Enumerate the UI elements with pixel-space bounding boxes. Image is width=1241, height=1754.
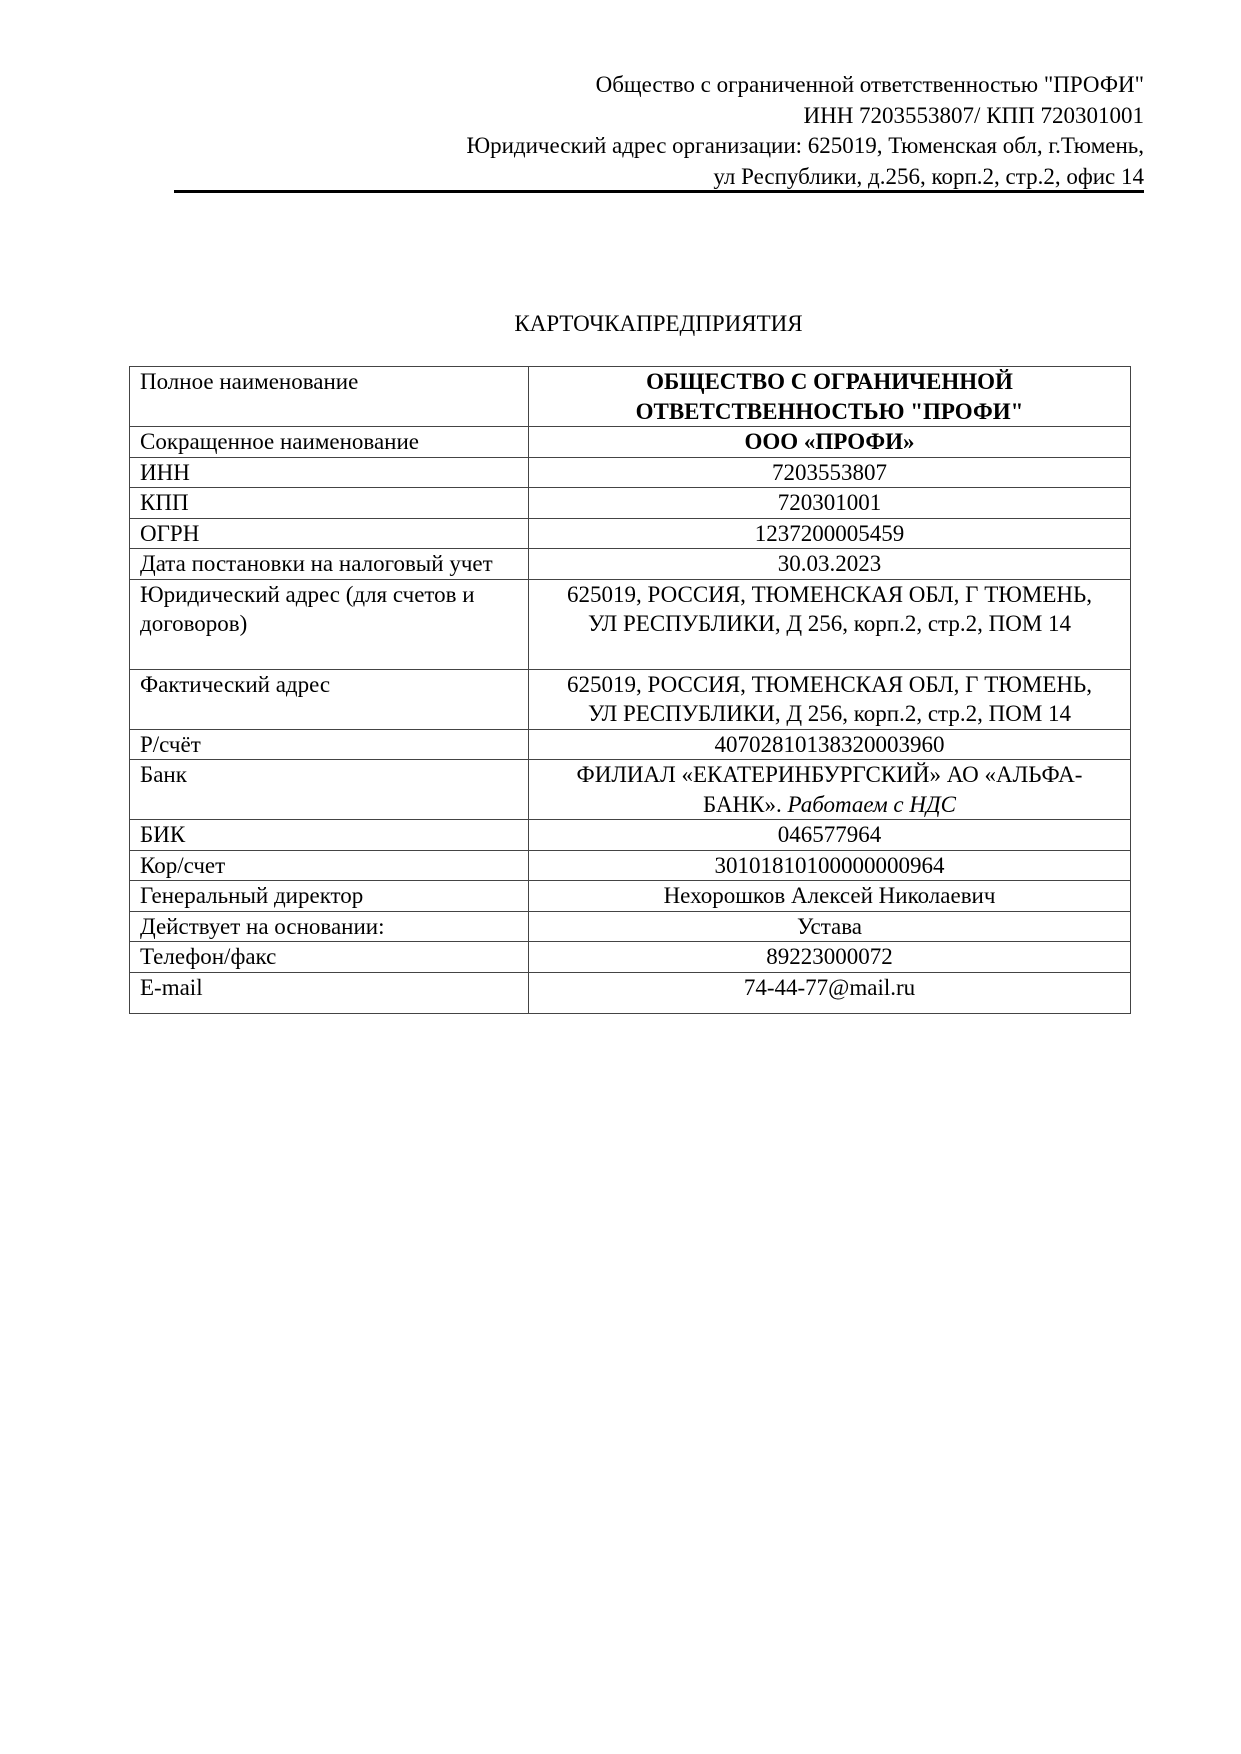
table-row <box>130 549 1131 580</box>
table-row <box>130 850 1131 881</box>
table-row <box>130 820 1131 851</box>
row-label-inn: ИНН <box>130 457 529 488</box>
table-row <box>130 669 1131 729</box>
row-value-kpp: 720301001 <box>529 488 1131 519</box>
table-row <box>130 729 1131 760</box>
letterhead-legal-address: Юридический адрес организации: 625019, Тюменская обл, г.Тюмень, <box>466 133 1144 158</box>
row-label-tax-registration-date: Дата постановки на налоговый учет <box>130 549 529 580</box>
bank-vat-note: Работаем с НДС <box>787 791 956 817</box>
company-card-table <box>129 366 1131 1014</box>
row-value-full-name <box>529 367 1131 427</box>
letterhead-legal-address-continued: ул Республики, д.256, корп.2, стр.2, офис 14 <box>713 163 1144 189</box>
table-row <box>130 972 1131 1014</box>
row-value-bik: 046577964 <box>529 820 1131 851</box>
table-row <box>130 760 1131 820</box>
row-label-bank: Банк <box>130 760 529 820</box>
row-label-legal-address: Юридический адрес (для счетов и договоров) <box>130 579 529 669</box>
table-row <box>130 579 1131 669</box>
letterhead-inn-kpp: ИНН 7203553807/ КПП 720301001 <box>803 102 1144 128</box>
row-value-acting-basis: Устава <box>529 911 1131 942</box>
table-row <box>130 457 1131 488</box>
table-row <box>130 881 1131 912</box>
row-value-short-name: ООО «ПРОФИ» <box>529 427 1131 458</box>
row-label-email: E-mail <box>130 972 529 1014</box>
row-value-correspondent-account: 30101810100000000964 <box>529 850 1131 881</box>
row-label-ogrn: ОГРН <box>130 518 529 549</box>
table-row <box>130 518 1131 549</box>
full-name-line-2: ОТВЕТСТВЕННОСТЬЮ "ПРОФИ" <box>635 398 1024 424</box>
actual-address-line-1: 625019, РОССИЯ, ТЮМЕНСКАЯ ОБЛ, Г ТЮМЕНЬ, <box>567 671 1092 697</box>
letterhead-company-name: Общество с ограниченной ответственностью "ПРОФИ" <box>595 72 1144 97</box>
document-title: КАРТОЧКАПРЕДПРИЯТИЯ <box>514 311 803 336</box>
row-value-general-director: Нехорошков Алексей Николаевич <box>529 881 1131 912</box>
row-label-acting-basis: Действует на основании: <box>130 911 529 942</box>
row-label-kpp: КПП <box>130 488 529 519</box>
row-value-tax-registration-date: 30.03.2023 <box>529 549 1131 580</box>
row-label-actual-address: Фактический адрес <box>130 669 529 729</box>
row-value-legal-address <box>529 579 1131 669</box>
row-value-phone-fax: 89223000072 <box>529 942 1131 973</box>
letterhead-divider <box>174 190 1144 193</box>
row-value-email: 74-44-77@mail.ru <box>529 972 1131 1014</box>
row-label-correspondent-account: Кор/счет <box>130 850 529 881</box>
row-label-bik: БИК <box>130 820 529 851</box>
legal-address-line-2: УЛ РЕСПУБЛИКИ, Д 256, корп.2, стр.2, ПОМ 14 <box>587 611 1072 636</box>
table-row <box>130 427 1131 458</box>
bank-name-line-2 <box>539 790 1120 820</box>
legal-address-line-1: 625019, РОССИЯ, ТЮМЕНСКАЯ ОБЛ, Г ТЮМЕНЬ, <box>567 581 1092 607</box>
table-row <box>130 488 1131 519</box>
row-value-bank <box>529 760 1131 820</box>
table-row <box>130 942 1131 973</box>
row-label-phone-fax: Телефон/факс <box>130 942 529 973</box>
row-value-inn: 7203553807 <box>529 457 1131 488</box>
row-value-ogrn: 1237200005459 <box>529 518 1131 549</box>
row-label-general-director: Генеральный директор <box>130 881 529 912</box>
table-row <box>130 367 1131 427</box>
row-value-actual-address <box>529 669 1131 729</box>
full-name-line-1: ОБЩЕСТВО С ОГРАНИЧЕННОЙ <box>646 369 1013 394</box>
row-label-short-name: Сокращенное наименование <box>130 427 529 458</box>
company-letterhead <box>170 70 1144 192</box>
row-value-settlement-account: 40702810138320003960 <box>529 729 1131 760</box>
bank-name-line-1: ФИЛИАЛ «ЕКАТЕРИНБУРГСКИЙ» АО «АЛЬФА- <box>576 762 1083 787</box>
actual-address-line-2: УЛ РЕСПУБЛИКИ, Д 256, корп.2, стр.2, ПОМ 14 <box>587 701 1072 726</box>
row-label-full-name: Полное наименование <box>130 367 529 427</box>
bank-name-tail: БАНК». <box>703 791 782 817</box>
table-row <box>130 911 1131 942</box>
row-label-settlement-account: Р/счёт <box>130 729 529 760</box>
